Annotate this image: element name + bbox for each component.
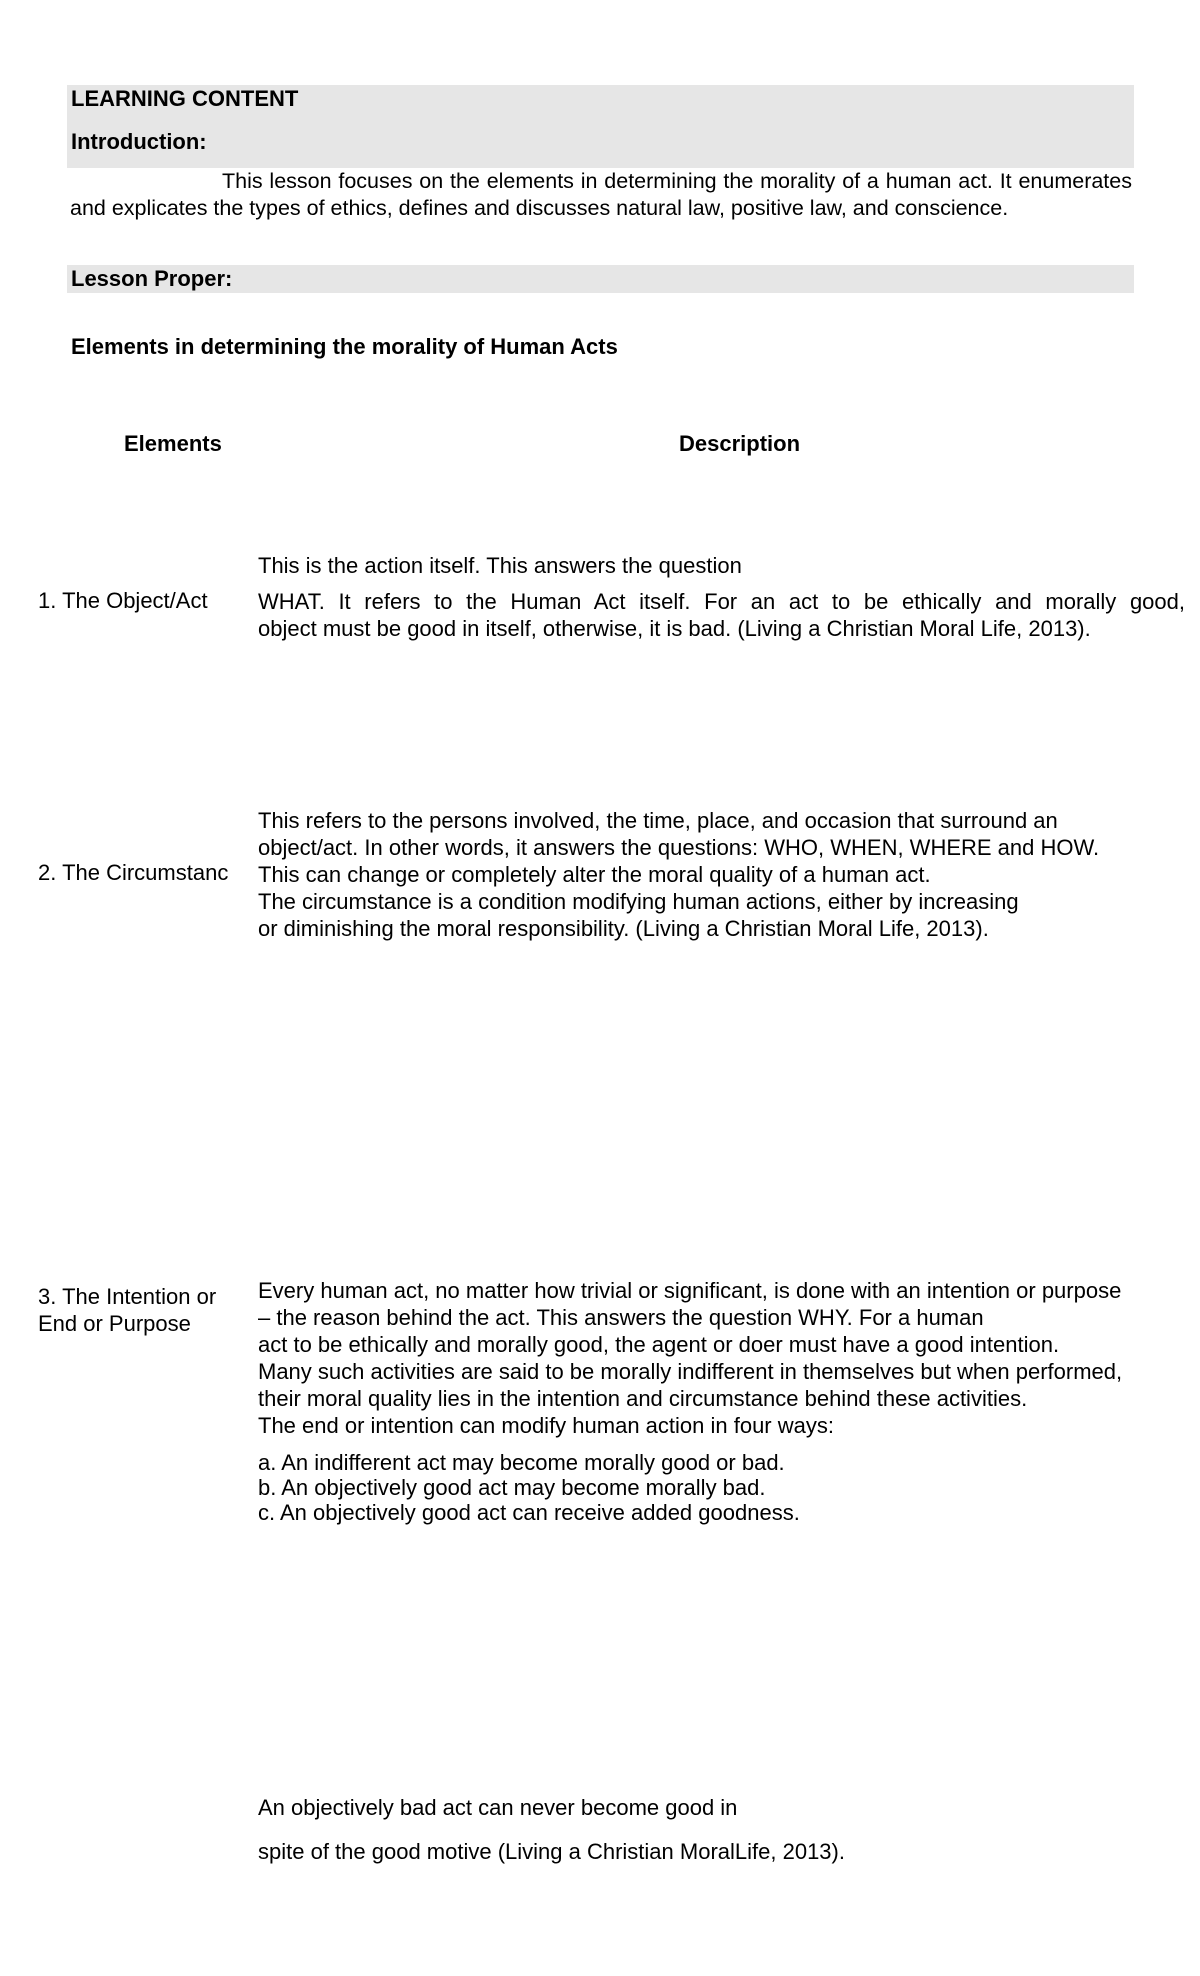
description-line: This refers to the persons involved, the time, place, and occasion that surround an	[258, 808, 1058, 833]
description-line: or diminishing the moral responsibility. (Living a Christian Moral Life, 2013).	[258, 916, 989, 941]
description-line: Many such activities are said to be morally indifferent in themselves but when performed,	[258, 1359, 1123, 1384]
description-line: The circumstance is a condition modifying human actions, either by increasing	[258, 889, 1019, 914]
list-item: c. An objectively good act can receive added goodness.	[258, 1500, 800, 1525]
element-label-object: 1. The Object/Act	[38, 588, 208, 613]
element-label-circumstance: 2. The Circumstanc	[38, 860, 229, 885]
lesson-proper-label: Lesson Proper:	[71, 266, 233, 291]
description-line: Every human act, no matter how trivial or significant, is done with an intention or purpose	[258, 1278, 1122, 1303]
description-line: their moral quality lies in the intention and circumstance behind these activities.	[258, 1386, 1028, 1411]
closing-line-2: spite of the good motive (Living a Christian MoralLife, 2013).	[258, 1839, 845, 1864]
description-line: – the reason behind the act. This answers the question WHY. For a human	[258, 1305, 984, 1330]
element-label-intention-line1: 3. The Intention or	[38, 1284, 217, 1309]
description-line: act to be ethically and morally good, the agent or doer must have a good intention.	[258, 1332, 1060, 1357]
description-line: The end or intention can modify human action in four ways:	[258, 1413, 834, 1438]
intention-ways-list	[258, 1450, 800, 1525]
list-item: b. An objectively good act may become morally bad.	[258, 1475, 766, 1500]
description-line: WHAT. It refers to the Human Act itself. For an act to be ethically and morally good,	[258, 589, 1185, 614]
closing-line-1: An objectively bad act can never become good in	[258, 1795, 738, 1820]
description-line: This can change or completely alter the moral quality of a human act.	[258, 862, 931, 887]
element-label-intention-line2: End or Purpose	[38, 1311, 191, 1336]
description-line: This is the action itself. This answers the question	[258, 553, 742, 578]
list-item: a. An indifferent act may become morally good or bad.	[258, 1450, 785, 1475]
introduction-paragraph	[70, 168, 1132, 222]
section-heading: Elements in determining the morality of Human Acts	[71, 334, 618, 359]
column-header-elements: Elements	[124, 431, 222, 456]
description-intention	[258, 1277, 1122, 1439]
column-header-description: Description	[679, 431, 801, 456]
introduction-label: Introduction:	[71, 129, 207, 154]
description-object	[258, 552, 1185, 642]
description-line: object/act. In other words, it answers the questions: WHO, WHEN, WHERE and HOW.	[258, 835, 1100, 860]
introduction-text: This lesson focuses on the elements in determining the morality of a human act. It enumerates and explicates the types of ethics, defines and discusses natural law, positive law, and conscience.	[70, 169, 1132, 220]
description-line: object must be good in itself, otherwise, it is bad. (Living a Christian Moral Life, 2013).	[258, 616, 1091, 641]
learning-content-title: LEARNING CONTENT	[71, 86, 299, 111]
description-circumstance	[258, 807, 1099, 942]
